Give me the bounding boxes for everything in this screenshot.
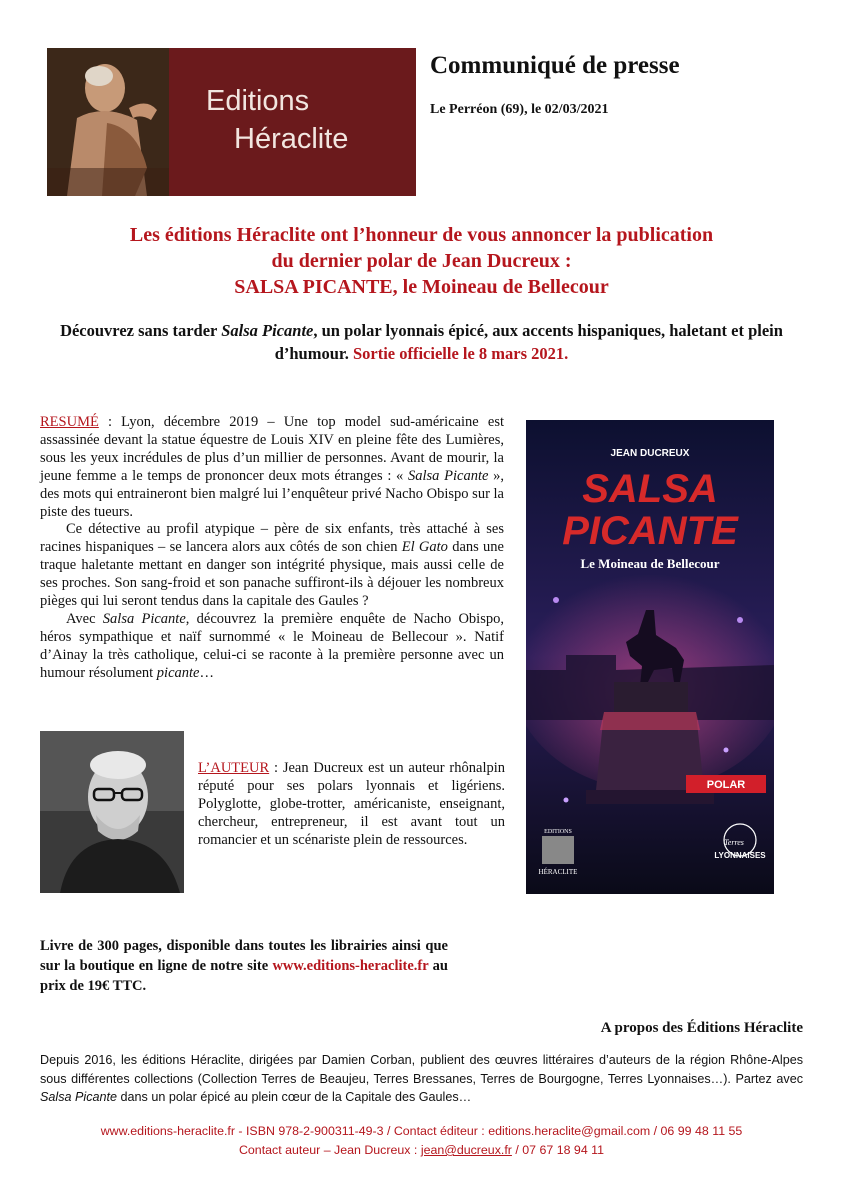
cover-collection-2: LYONNAISES (714, 851, 766, 860)
about-text-1: Depuis 2016, les éditions Héraclite, dirigées par Damien Corban, publient des œuvres littéraires d’auteurs de la région Rhône-Alpes sous différentes collections (Collection Terres de Beaujeu, Terres Bressanes, Terres de Bourgogne, Terres Lyonnaises…). Partez avec (40, 1053, 803, 1086)
intro-text-2: , un polar lyonnais épicé, aux accents hispaniques, haletant et plein d’humour. (274, 321, 783, 363)
intro-paragraph (40, 319, 803, 365)
summary-p3: Avec (66, 610, 103, 627)
summary-p2-italic: El Gato (401, 539, 448, 556)
summary-label: RESUMÉ (40, 414, 99, 430)
price: au prix de 19€ TTC. (40, 958, 448, 994)
summary-p3-italic: Salsa Picante (102, 610, 186, 627)
cover-publisher-1: EDITIONS (544, 829, 572, 835)
headline (40, 222, 803, 300)
summary-p3-mid: , découvrez la première enquête de Nacho Obispo, héros sympathique et naïf surnommé « le Moineau de Bellecour ». Natif d’Ainay la très catholique, celui-ci se raconte à la première personne avec un humour résolument (40, 610, 504, 681)
book-cover (526, 420, 774, 894)
release-date: Sortie officielle le 8 mars 2021. (352, 344, 569, 363)
cover-title-2: PICANTE (562, 509, 738, 553)
cover-publisher-2: HÉRACLITE (538, 868, 578, 876)
author-bio: : Jean Ducreux est un auteur rhônalpin réputé pour ses polars lyonnais et ligériens. Polyglotte, globe-trotter, américaniste, enseignant, chercheur, entrepreneur, il est avant tout un romancier et un scénariste plein de ressources. (198, 760, 505, 848)
availability-text: Livre de 300 pages, disponible dans toutes les librairies ainsi que sur la boutique en ligne de notre site (40, 938, 448, 974)
summary-text: : Lyon, décembre 2019 – Une top model sud-américaine est assassinée devant la statue équestre de Louis XIV en pleine fête des Lumières, sous les yeux incrédules de plus d’un millier de personnes. Avant de mourir, la jeune femme a le temps de prononcer deux mots étranges : « (40, 414, 504, 484)
logo-line-2: Héraclite (234, 123, 349, 155)
author-section (198, 760, 505, 850)
author-photo (40, 731, 184, 893)
intro-book-title: Salsa Picante (221, 321, 314, 340)
about-text (40, 1051, 803, 1107)
cover-author: JEAN DUCREUX (610, 448, 690, 459)
footer-author-contact: Contact auteur – Jean Ducreux : (238, 1143, 421, 1157)
footer-phone: / 07 67 18 94 11 (511, 1143, 605, 1157)
intro-text: Découvrez sans tarder (60, 321, 222, 340)
about-text-2: dans un polar épicé au plein cœur de la Capitale des Gaules… (117, 1090, 472, 1104)
website-link[interactable]: www.editions-heraclite.fr (272, 958, 429, 974)
summary-p2-end: dans une traque haletante mettant en danger son intégrité physique, mais aussi celle de ses proches. Son sang-froid et son panache suffiront-ils à déjouer les nombreux pièges qui lui seront tendus dans la capitale des Gaules ? (40, 539, 504, 610)
page-title: Communiqué de presse (430, 52, 680, 79)
summary-italic: Salsa Picante (408, 467, 489, 484)
cover-subtitle: Le Moineau de Bellecour (580, 556, 720, 571)
cover-genre: POLAR (706, 779, 746, 791)
painting-illustration (47, 48, 169, 196)
about-title: A propos des Éditions Héraclite (600, 1020, 803, 1036)
availability-info (40, 936, 448, 996)
footer-line-1: www.editions-heraclite.fr - ISBN 978-2-900311-49-3 / Contact éditeur : editions.heraclite@gmail.com / 06 99 48 11 55 (100, 1124, 743, 1138)
headline-line-3: SALSA PICANTE, le Moineau de Bellecour (234, 276, 609, 298)
author-email-link[interactable]: jean@ducreux.fr (420, 1143, 512, 1157)
headline-line-2: du dernier polar de Jean Ducreux : (271, 250, 572, 272)
summary-p3-end: … (199, 664, 214, 681)
author-portrait (40, 731, 184, 893)
publisher-logo (47, 48, 416, 196)
footer-line-2 (40, 1141, 803, 1160)
cover-title-1: SALSA (582, 467, 718, 511)
footer (40, 1122, 803, 1160)
summary-p2: Ce détective au profil atypique – père de six enfants, très attaché à ses racines hispaniques – se lancera alors aux côtés de son chien (40, 521, 504, 556)
press-date: Le Perréon (69), le 02/03/2021 (430, 102, 609, 117)
logo-line-1: Editions (206, 85, 310, 117)
summary-text-end: », des mots qui entraineront bien malgré lui l’enquêteur privé Nacho Obispo sur la piste des tueurs. (40, 467, 504, 520)
book-cover-art (526, 420, 774, 894)
author-label: L’AUTEUR (198, 760, 270, 776)
summary-section (40, 414, 504, 683)
cover-collection-1: Terres (724, 838, 744, 847)
headline-line-1: Les éditions Héraclite ont l’honneur de vous annoncer la publication (129, 224, 714, 246)
about-italic: Salsa Picante (40, 1090, 118, 1104)
summary-p3-italic-2: picante (156, 664, 200, 681)
